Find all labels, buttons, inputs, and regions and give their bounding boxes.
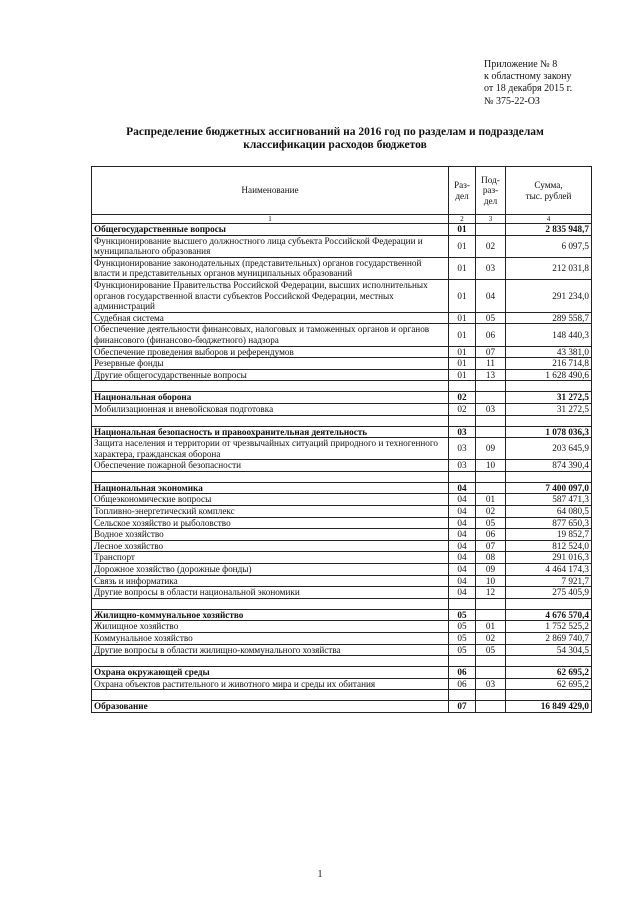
table-row (92, 346, 592, 358)
cell-razdel: 05 (449, 609, 476, 621)
header-podrazdel-line: дел (483, 195, 498, 206)
cell-name: Другие вопросы в области жилищно-коммунального хозяйства (92, 644, 449, 656)
budget-table (91, 166, 592, 713)
table-row (92, 644, 592, 656)
document-title (92, 126, 578, 152)
cell-razdel: 04 (449, 540, 476, 552)
header-razdel-line: Раз- (454, 179, 470, 190)
cell-razdel: 04 (449, 482, 476, 494)
cell-podrazdel (476, 701, 506, 713)
cell-sum: 291 234,0 (506, 279, 592, 312)
spacer-cell (506, 598, 592, 609)
cell-name: Обеспечение деятельности финансовых, налоговых и таможенных органов и органов финансового (финансово-бюджетного) надзора (92, 324, 449, 346)
cell-razdel: 01 (449, 346, 476, 358)
cell-razdel: 02 (449, 403, 476, 415)
cell-sum: 7 400 097,0 (506, 482, 592, 494)
cell-razdel: 04 (449, 506, 476, 518)
spacer-cell (449, 381, 476, 392)
cell-sum: 54 304,5 (506, 644, 592, 656)
cell-sum: 1 628 490,6 (506, 369, 592, 381)
spacer-cell (506, 471, 592, 482)
cell-razdel: 01 (449, 369, 476, 381)
cell-name: Охрана окружающей среды (92, 667, 449, 679)
cell-sum: 874 390,4 (506, 460, 592, 472)
column-number: 4 (506, 215, 592, 224)
cell-razdel: 04 (449, 575, 476, 587)
header-podrazdel (476, 167, 506, 215)
cell-razdel: 05 (449, 621, 476, 633)
cell-podrazdel: 06 (476, 529, 506, 541)
table-header-row (92, 167, 592, 215)
spacer-cell (92, 415, 449, 426)
cell-razdel: 01 (449, 224, 476, 236)
title-line-1: Распределение бюджетных ассигнований на 2016 год по разделам и подразделам (126, 126, 544, 138)
column-number: 1 (92, 215, 449, 224)
cell-sum: 4 676 570,4 (506, 609, 592, 621)
cell-name: Общегосударственные вопросы (92, 224, 449, 236)
appendix-line: № 375-22-ОЗ (484, 95, 540, 107)
cell-razdel: 01 (449, 358, 476, 370)
appendix-line: к областному закону (484, 71, 572, 83)
cell-name: Национальная оборона (92, 392, 449, 404)
cell-podrazdel: 09 (476, 564, 506, 576)
cell-podrazdel: 07 (476, 346, 506, 358)
spacer-cell (92, 690, 449, 701)
cell-podrazdel: 02 (476, 506, 506, 518)
table-spacer-row (92, 656, 592, 667)
cell-podrazdel: 10 (476, 575, 506, 587)
cell-podrazdel: 02 (476, 633, 506, 645)
page-number: 1 (317, 869, 323, 880)
table-row (92, 564, 592, 576)
cell-sum: 212 031,8 (506, 257, 592, 279)
cell-podrazdel (476, 609, 506, 621)
table-section-row (92, 667, 592, 679)
table-row (92, 506, 592, 518)
cell-podrazdel: 12 (476, 587, 506, 599)
cell-podrazdel: 02 (476, 235, 506, 257)
cell-name: Связь и информатика (92, 575, 449, 587)
table-row (92, 312, 592, 324)
cell-sum: 2 869 740,7 (506, 633, 592, 645)
cell-sum: 587 471,3 (506, 494, 592, 506)
cell-name: Обеспечение проведения выборов и референдумов (92, 346, 449, 358)
table-row (92, 403, 592, 415)
cell-sum: 1 752 525,2 (506, 621, 592, 633)
cell-sum: 31 272,5 (506, 392, 592, 404)
cell-sum: 148 440,3 (506, 324, 592, 346)
cell-razdel: 04 (449, 564, 476, 576)
cell-name: Национальная экономика (92, 482, 449, 494)
table-row (92, 235, 592, 257)
header-name: Наименование (92, 167, 449, 215)
spacer-cell (476, 415, 506, 426)
cell-razdel: 02 (449, 392, 476, 404)
cell-name: Сельское хозяйство и рыболовство (92, 517, 449, 529)
cell-sum: 877 650,3 (506, 517, 592, 529)
cell-razdel: 05 (449, 633, 476, 645)
cell-razdel: 01 (449, 324, 476, 346)
header-sum (506, 167, 592, 215)
cell-name: Национальная безопасность и правоохранительная деятельность (92, 426, 449, 438)
cell-razdel: 01 (449, 279, 476, 312)
spacer-cell (449, 471, 476, 482)
cell-sum: 16 849 429,0 (506, 701, 592, 713)
column-number: 3 (476, 215, 506, 224)
spacer-cell (449, 656, 476, 667)
table-row (92, 529, 592, 541)
table-row (92, 438, 592, 460)
column-number: 2 (449, 215, 476, 224)
table-row (92, 358, 592, 370)
cell-podrazdel (476, 426, 506, 438)
cell-podrazdel: 03 (476, 678, 506, 690)
table-row (92, 575, 592, 587)
table-row (92, 279, 592, 312)
spacer-cell (476, 690, 506, 701)
cell-name: Резервные фонды (92, 358, 449, 370)
table-row (92, 552, 592, 564)
table-section-row (92, 482, 592, 494)
cell-sum: 1 078 036,3 (506, 426, 592, 438)
cell-name: Функционирование законодательных (представительных) органов государственной власти и представительных органов муниципальных образований (92, 257, 449, 279)
cell-razdel: 04 (449, 552, 476, 564)
cell-sum: 62 695,2 (506, 667, 592, 679)
table-row (92, 257, 592, 279)
cell-name: Дорожное хозяйство (дорожные фонды) (92, 564, 449, 576)
cell-razdel: 07 (449, 701, 476, 713)
cell-name: Функционирование Правительства Российской Федерации, высших исполнительных органов государственной власти субъектов Российской Федерации, местных администраций (92, 279, 449, 312)
spacer-cell (506, 656, 592, 667)
spacer-cell (506, 415, 592, 426)
header-podrazdel-line: Под- (481, 174, 500, 185)
header-sum-line: Сумма, (534, 179, 563, 190)
cell-name: Другие общегосударственные вопросы (92, 369, 449, 381)
spacer-cell (476, 656, 506, 667)
cell-podrazdel: 01 (476, 494, 506, 506)
column-number-row (92, 215, 592, 224)
table-row (92, 540, 592, 552)
cell-razdel: 05 (449, 644, 476, 656)
spacer-cell (506, 690, 592, 701)
spacer-cell (449, 598, 476, 609)
spacer-cell (449, 690, 476, 701)
cell-podrazdel: 10 (476, 460, 506, 472)
header-razdel-line: дел (455, 190, 469, 201)
cell-name: Судебная система (92, 312, 449, 324)
table-row (92, 369, 592, 381)
cell-podrazdel: 05 (476, 517, 506, 529)
spacer-cell (476, 471, 506, 482)
table-row (92, 517, 592, 529)
cell-podrazdel: 13 (476, 369, 506, 381)
cell-name: Транспорт (92, 552, 449, 564)
header-sum-line: тыс. рублей (525, 190, 572, 201)
cell-name: Общеэкономические вопросы (92, 494, 449, 506)
appendix-line: Приложение № 8 (484, 59, 558, 70)
cell-name: Другие вопросы в области национальной экономики (92, 587, 449, 599)
cell-razdel: 06 (449, 667, 476, 679)
cell-podrazdel: 03 (476, 257, 506, 279)
cell-sum: 291 016,3 (506, 552, 592, 564)
cell-razdel: 03 (449, 438, 476, 460)
spacer-cell (92, 598, 449, 609)
table-spacer-row (92, 598, 592, 609)
cell-razdel: 04 (449, 494, 476, 506)
cell-name: Мобилизационная и вневойсковая подготовка (92, 403, 449, 415)
table-spacer-row (92, 690, 592, 701)
table-section-row (92, 224, 592, 236)
cell-sum: 62 695,2 (506, 678, 592, 690)
table-row (92, 324, 592, 346)
cell-podrazdel (476, 482, 506, 494)
cell-sum: 275 405,9 (506, 587, 592, 599)
cell-podrazdel (476, 392, 506, 404)
cell-name: Водное хозяйство (92, 529, 449, 541)
header-razdel (449, 167, 476, 215)
cell-podrazdel: 11 (476, 358, 506, 370)
cell-name: Образование (92, 701, 449, 713)
cell-name: Охрана объектов растительного и животного мира и среды их обитания (92, 678, 449, 690)
spacer-cell (92, 656, 449, 667)
cell-podrazdel: 06 (476, 324, 506, 346)
table-spacer-row (92, 415, 592, 426)
cell-sum: 203 645,9 (506, 438, 592, 460)
cell-sum: 43 381,0 (506, 346, 592, 358)
cell-name: Жилищно-коммунальное хозяйство (92, 609, 449, 621)
table-row (92, 633, 592, 645)
table-section-row (92, 426, 592, 438)
cell-razdel: 01 (449, 235, 476, 257)
cell-sum: 19 852,7 (506, 529, 592, 541)
cell-podrazdel (476, 667, 506, 679)
cell-name: Функционирование высшего должностного лица субъекта Российской Федерации и муниципального образования (92, 235, 449, 257)
table-body (92, 224, 592, 713)
cell-podrazdel (476, 224, 506, 236)
cell-razdel: 03 (449, 426, 476, 438)
cell-sum: 216 714,8 (506, 358, 592, 370)
cell-sum: 7 921,7 (506, 575, 592, 587)
cell-name: Лесное хозяйство (92, 540, 449, 552)
cell-name: Коммунальное хозяйство (92, 633, 449, 645)
table-section-row (92, 392, 592, 404)
spacer-cell (506, 381, 592, 392)
spacer-cell (449, 415, 476, 426)
cell-razdel: 04 (449, 587, 476, 599)
table-row (92, 460, 592, 472)
cell-name: Обеспечение пожарной безопасности (92, 460, 449, 472)
table-spacer-row (92, 471, 592, 482)
spacer-cell (476, 598, 506, 609)
cell-sum: 289 558,7 (506, 312, 592, 324)
cell-razdel: 04 (449, 517, 476, 529)
cell-sum: 2 835 948,7 (506, 224, 592, 236)
cell-sum: 4 464 174,3 (506, 564, 592, 576)
table-spacer-row (92, 381, 592, 392)
spacer-cell (92, 471, 449, 482)
cell-name: Защита населения и территории от чрезвычайных ситуаций природного и техногенного характера, гражданская оборона (92, 438, 449, 460)
cell-name: Топливно-энергетический комплекс (92, 506, 449, 518)
cell-podrazdel: 08 (476, 552, 506, 564)
cell-podrazdel: 05 (476, 312, 506, 324)
cell-podrazdel: 01 (476, 621, 506, 633)
header-podrazdel-line: раз- (482, 185, 499, 196)
cell-razdel: 06 (449, 678, 476, 690)
table-row (92, 678, 592, 690)
cell-podrazdel: 04 (476, 279, 506, 312)
cell-podrazdel: 07 (476, 540, 506, 552)
title-line-2: классификации расходов бюджетов (243, 139, 427, 151)
table-row (92, 621, 592, 633)
cell-sum: 64 080,5 (506, 506, 592, 518)
table-section-row (92, 609, 592, 621)
table-section-row (92, 701, 592, 713)
cell-razdel: 03 (449, 460, 476, 472)
cell-podrazdel: 05 (476, 644, 506, 656)
cell-name: Жилищное хозяйство (92, 621, 449, 633)
table-row (92, 587, 592, 599)
cell-razdel: 04 (449, 529, 476, 541)
cell-razdel: 01 (449, 312, 476, 324)
cell-sum: 31 272,5 (506, 403, 592, 415)
appendix-line: от 18 декабря 2015 г. (484, 83, 573, 95)
cell-podrazdel: 09 (476, 438, 506, 460)
cell-sum: 812 524,0 (506, 540, 592, 552)
cell-sum: 6 097,5 (506, 235, 592, 257)
cell-podrazdel: 03 (476, 403, 506, 415)
spacer-cell (476, 381, 506, 392)
appendix-note (484, 59, 572, 108)
table-row (92, 494, 592, 506)
spacer-cell (92, 381, 449, 392)
cell-razdel: 01 (449, 257, 476, 279)
